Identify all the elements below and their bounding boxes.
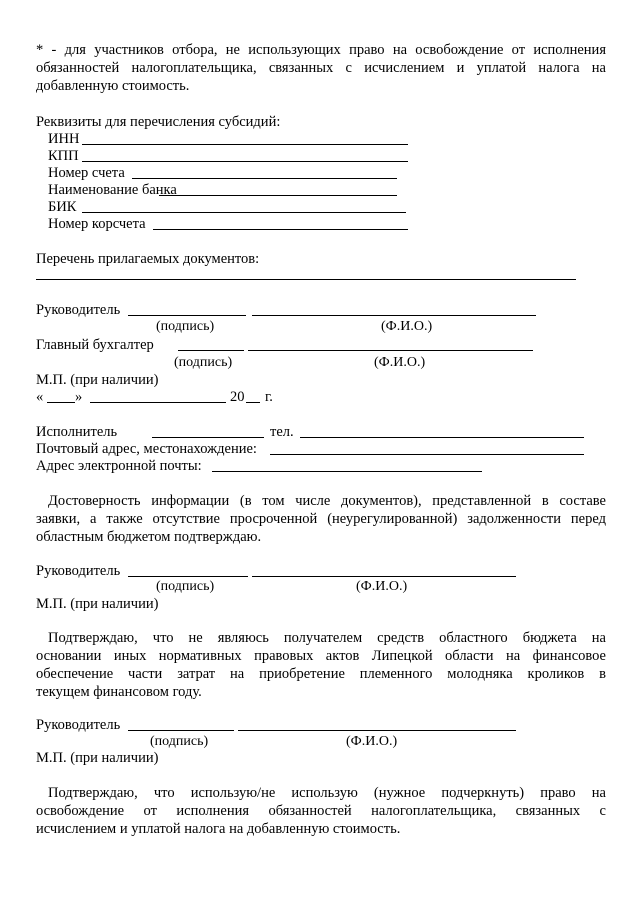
- bank-field[interactable]: [159, 195, 397, 196]
- head-signature-field-3[interactable]: [128, 730, 234, 731]
- confirm1-line-2: заявки, а также отсутствие просроченной (неурегулированной) задолженности перед: [36, 511, 606, 527]
- confirm2-line-3: обеспечение части затрат на приобретение племенного молодняка кроликов в: [36, 666, 606, 682]
- signature-caption-1: (подпись): [156, 319, 215, 334]
- account-field[interactable]: [132, 178, 397, 179]
- head-fio-field-3[interactable]: [238, 730, 516, 731]
- head-label-3: Руководитель: [36, 717, 121, 733]
- fio-caption-2: (Ф.И.О.): [374, 355, 426, 370]
- stamp-label-3: М.П. (при наличии): [36, 750, 159, 766]
- phone-label: тел.: [270, 424, 294, 440]
- stamp-label-1: М.П. (при наличии): [36, 372, 159, 388]
- kpp-label: КПП: [48, 148, 79, 164]
- confirm3-line-1: Подтверждаю, что использую/не использую (нужное подчеркнуть) право на: [48, 785, 606, 801]
- footnote-line-1: * - для участников отбора, не использующих право на освобождение от исполнения: [36, 42, 606, 58]
- bank-label: Наименование банка: [48, 182, 177, 198]
- date-close-quote: »: [75, 389, 83, 405]
- fio-caption-3: (Ф.И.О.): [356, 579, 408, 594]
- confirm2-line-1: Подтверждаю, что не являюсь получателем средств областного бюджета на: [48, 630, 606, 646]
- bik-label: БИК: [48, 199, 77, 215]
- confirm2-line-2: основании иных нормативных правовых актов Липецкой области на финансовое: [36, 648, 606, 664]
- email-field[interactable]: [212, 471, 482, 472]
- email-label: Адрес электронной почты:: [36, 458, 202, 474]
- account-label: Номер счета: [48, 165, 125, 181]
- kpp-field[interactable]: [82, 161, 408, 162]
- fio-caption-1: (Ф.И.О.): [381, 319, 433, 334]
- corr-label: Номер корсчета: [48, 216, 146, 232]
- phone-field[interactable]: [300, 437, 584, 438]
- signature-caption-4: (подпись): [150, 734, 209, 749]
- head-fio-field-2[interactable]: [252, 576, 516, 577]
- footnote-line-3: добавленную стоимость.: [36, 78, 190, 94]
- fio-caption-4: (Ф.И.О.): [346, 734, 398, 749]
- documents-heading: Перечень прилагаемых документов:: [36, 251, 260, 267]
- confirm3-line-3: исчислением и уплатой налога на добавленную стоимость.: [36, 821, 401, 837]
- date-year-prefix: 20: [230, 389, 245, 405]
- date-year-suffix: г.: [265, 389, 273, 405]
- head-signature-field-1[interactable]: [128, 315, 246, 316]
- head-label-1: Руководитель: [36, 302, 121, 318]
- stamp-label-2: М.П. (при наличии): [36, 596, 159, 612]
- signature-caption-3: (подпись): [156, 579, 215, 594]
- inn-field[interactable]: [82, 144, 408, 145]
- confirm1-line-3: областным бюджетом подтверждаю.: [36, 529, 262, 545]
- address-label: Почтовый адрес, местонахождение:: [36, 441, 257, 457]
- confirm2-line-4: текущем финансовом году.: [36, 684, 202, 700]
- confirm1-line-1: Достоверность информации (в том числе документов), представленной в составе: [48, 493, 606, 509]
- footnote-line-2: обязанностей налогоплательщика, связанных с исчислением и уплатой налога на: [36, 60, 606, 76]
- date-open-quote: «: [36, 389, 44, 405]
- accountant-signature-field[interactable]: [178, 350, 244, 351]
- confirm3-line-2: освобождение от исполнения обязанностей налогоплательщика, связанных с: [36, 803, 606, 819]
- corr-field[interactable]: [153, 229, 408, 230]
- date-day-field[interactable]: [47, 402, 75, 403]
- inn-label: ИНН: [48, 131, 80, 147]
- head-label-2: Руководитель: [36, 563, 121, 579]
- executor-label: Исполнитель: [36, 424, 118, 440]
- bik-field[interactable]: [82, 212, 406, 213]
- date-month-field[interactable]: [90, 402, 226, 403]
- accountant-fio-field[interactable]: [248, 350, 533, 351]
- address-field[interactable]: [270, 454, 584, 455]
- head-signature-field-2[interactable]: [128, 576, 248, 577]
- date-year-field[interactable]: [246, 402, 260, 403]
- executor-field[interactable]: [152, 437, 264, 438]
- accountant-label: Главный бухгалтер: [36, 337, 154, 353]
- signature-caption-2: (подпись): [174, 355, 233, 370]
- head-fio-field-1[interactable]: [252, 315, 536, 316]
- documents-field[interactable]: [36, 279, 576, 280]
- requisites-heading: Реквизиты для перечисления субсидий:: [36, 114, 281, 130]
